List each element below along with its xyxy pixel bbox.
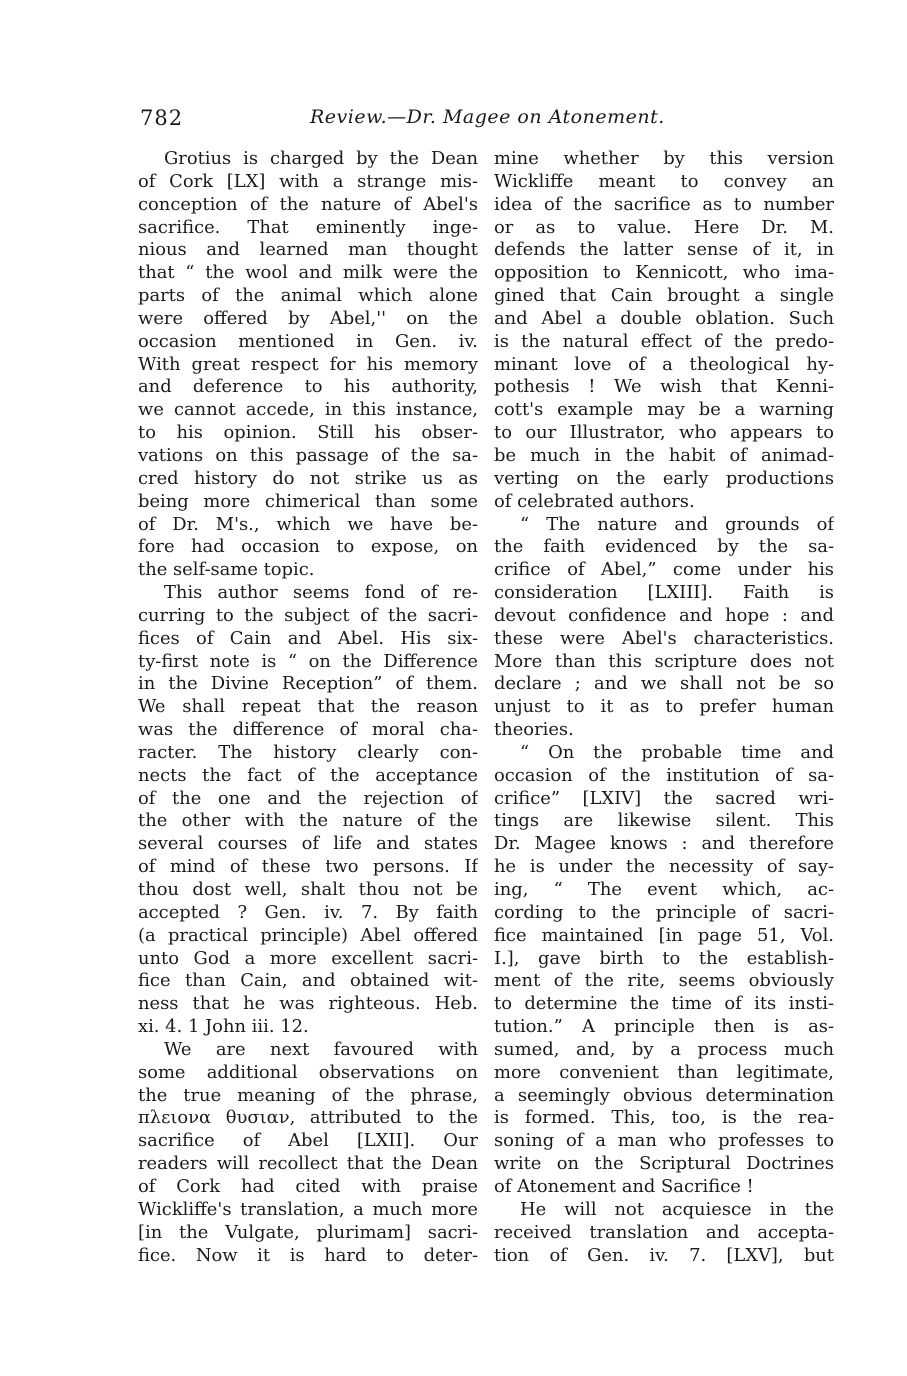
text-line: occasion of the institution of sa- xyxy=(494,764,834,786)
text-line: tion of Gen. iv. 7. [LXV], but xyxy=(494,1244,834,1266)
text-line: idea of the sacrifice as to number xyxy=(494,193,834,215)
text-line: that “ the wool and milk were the xyxy=(138,262,478,284)
text-line: more convenient than legitimate, xyxy=(494,1061,834,1083)
text-line: nects the fact of the acceptance xyxy=(138,764,478,786)
text-line: devout confidence and hope : and xyxy=(494,604,834,626)
text-line: tution.” A principle then is as- xyxy=(494,1016,834,1038)
text-line: in the Divine Reception” of them. xyxy=(138,673,478,695)
text-line: occasion mentioned in Gen. iv. xyxy=(138,330,478,352)
text-line: sacrifice of Abel [LXII]. Our xyxy=(138,1130,478,1152)
text-line: ment of the rite, seems obviously xyxy=(494,970,834,992)
text-line: the self-same topic. xyxy=(138,559,315,581)
text-line: pothesis ! We wish that Kenni- xyxy=(494,376,834,398)
text-line: minant love of a theological hy- xyxy=(494,353,834,375)
text-line: or as to value. Here Dr. M. xyxy=(494,216,834,238)
text-line: Grotius is charged by the Dean xyxy=(164,148,478,169)
text-line: unto God a more excellent sacri- xyxy=(138,947,478,969)
text-line: defends the latter sense of it, in xyxy=(494,239,834,261)
text-line: of mind of these two persons. If xyxy=(138,856,478,878)
right-text-column xyxy=(494,148,834,1267)
text-line: he is under the necessity of say- xyxy=(494,856,834,878)
text-line: (a practical principle) Abel offered xyxy=(138,924,478,946)
text-line: [in the Vulgate, plurimam] sacri- xyxy=(138,1221,478,1243)
text-line: and Abel a double oblation. Such xyxy=(494,307,834,329)
text-line: of the one and the rejection of xyxy=(138,787,478,809)
text-line: were offered by Abel,'' on the xyxy=(138,307,478,329)
text-line: these were Abel's characteristics. xyxy=(494,627,834,649)
text-line: ty-first note is “ on the Difference xyxy=(138,650,478,672)
running-title: Review.—Dr. Magee on Atonement. xyxy=(310,106,665,128)
text-line: racter. The history clearly con- xyxy=(138,741,478,763)
text-line: More than this scripture does not xyxy=(494,650,834,672)
text-line: verting on the early productions xyxy=(494,467,834,489)
text-line: πλειονα θυσιαν, attributed to the xyxy=(138,1107,478,1129)
text-line: to his opinion. Still his obser- xyxy=(138,422,478,444)
text-line: fice than Cain, and obtained wit- xyxy=(138,970,478,992)
text-line: nious and learned man thought xyxy=(138,239,478,261)
text-line: Wickliffe meant to convey an xyxy=(494,170,834,192)
text-line: “ On the probable time and xyxy=(520,741,834,763)
text-line: consideration [LXIII]. Faith is xyxy=(494,582,834,604)
text-line: cording to the principle of sacri- xyxy=(494,901,834,923)
page-number: 782 xyxy=(140,106,184,130)
text-line: curring to the subject of the sacri- xyxy=(138,604,478,626)
text-line: theories. xyxy=(494,719,574,741)
text-line: the faith evidenced by the sa- xyxy=(494,536,834,558)
text-line: is the natural effect of the predo- xyxy=(494,330,834,352)
text-line: xi. 4. 1 John iii. 12. xyxy=(138,1016,309,1038)
text-line: fice maintained [in page 51, Vol. xyxy=(494,924,834,946)
text-line: mine whether by this version xyxy=(494,148,834,169)
text-line: sacrifice. That eminently inge- xyxy=(138,216,478,238)
text-line: We are next favoured with xyxy=(164,1038,478,1060)
text-line: and deference to his authority, xyxy=(138,376,478,398)
text-line: This author seems fond of re- xyxy=(164,582,478,604)
text-line: of Cork [LX] with a strange mis- xyxy=(138,170,478,192)
text-line: vations on this passage of the sa- xyxy=(138,444,478,466)
text-line: fice. Now it is hard to deter- xyxy=(138,1244,478,1266)
text-line: several courses of life and states xyxy=(138,833,478,855)
text-line: parts of the animal which alone xyxy=(138,285,478,307)
text-line: accepted ? Gen. iv. 7. By faith xyxy=(138,901,478,923)
text-line: ness that he was righteous. Heb. xyxy=(138,993,478,1015)
text-line: some additional observations on xyxy=(138,1061,478,1083)
text-line: He will not acquiesce in the xyxy=(520,1198,834,1220)
text-line: of Cork had cited with praise xyxy=(138,1175,478,1197)
text-line: a seemingly obvious determination xyxy=(494,1084,834,1106)
text-line: crifice of Abel,” come under his xyxy=(494,559,834,581)
text-line: “ The nature and grounds of xyxy=(520,513,834,535)
text-line: Dr. Magee knows : and therefore xyxy=(494,833,834,855)
text-line: of celebrated authors. xyxy=(494,490,695,512)
text-line: the other with the nature of the xyxy=(138,810,478,832)
text-line: the true meaning of the phrase, xyxy=(138,1084,478,1106)
text-line: With great respect for his memory xyxy=(138,353,478,375)
text-line: being more chimerical than some xyxy=(138,490,478,512)
text-line: to our Illustrator, who appears to xyxy=(494,422,834,444)
text-line: declare ; and we shall not be so xyxy=(494,673,834,695)
text-line: opposition to Kennicott, who ima- xyxy=(494,262,834,284)
text-line: be much in the habit of animad- xyxy=(494,444,834,466)
text-line: Wickliffe's translation, a much more xyxy=(138,1198,478,1220)
text-line: cred history do not strike us as xyxy=(138,467,478,489)
text-line: of Dr. M's., which we have be- xyxy=(138,513,478,535)
text-line: was the difference of moral cha- xyxy=(138,719,478,741)
left-text-column xyxy=(138,148,478,1267)
text-line: soning of a man who professes to xyxy=(494,1130,834,1152)
text-line: sumed, and, by a process much xyxy=(494,1038,834,1060)
text-line: received translation and accepta- xyxy=(494,1221,834,1243)
text-line: cott's example may be a warning xyxy=(494,399,834,421)
text-line: of Atonement and Sacrifice ! xyxy=(494,1175,754,1197)
text-line: thou dost well, shalt thou not be xyxy=(138,879,478,900)
text-line: to determine the time of its insti- xyxy=(494,993,834,1015)
text-line: crifice” [LXIV] the sacred wri- xyxy=(494,787,834,809)
text-line: unjust to it as to prefer human xyxy=(494,696,834,718)
text-line: fices of Cain and Abel. His six- xyxy=(138,627,478,649)
text-line: is formed. This, too, is the rea- xyxy=(494,1107,834,1129)
text-line: tings are likewise silent. This xyxy=(494,810,834,832)
text-line: conception of the nature of Abel's xyxy=(138,193,478,215)
text-line: write on the Scriptural Doctrines xyxy=(494,1153,834,1175)
running-head xyxy=(140,106,820,136)
text-line: ing, “ The event which, ac- xyxy=(494,879,834,900)
text-line: We shall repeat that the reason xyxy=(138,696,478,718)
text-line: I.], gave birth to the establish- xyxy=(494,947,834,969)
text-line: fore had occasion to expose, on xyxy=(138,536,478,558)
text-line: we cannot accede, in this instance, xyxy=(138,399,478,421)
text-line: readers will recollect that the Dean xyxy=(138,1153,478,1175)
text-line: gined that Cain brought a single xyxy=(494,285,834,307)
